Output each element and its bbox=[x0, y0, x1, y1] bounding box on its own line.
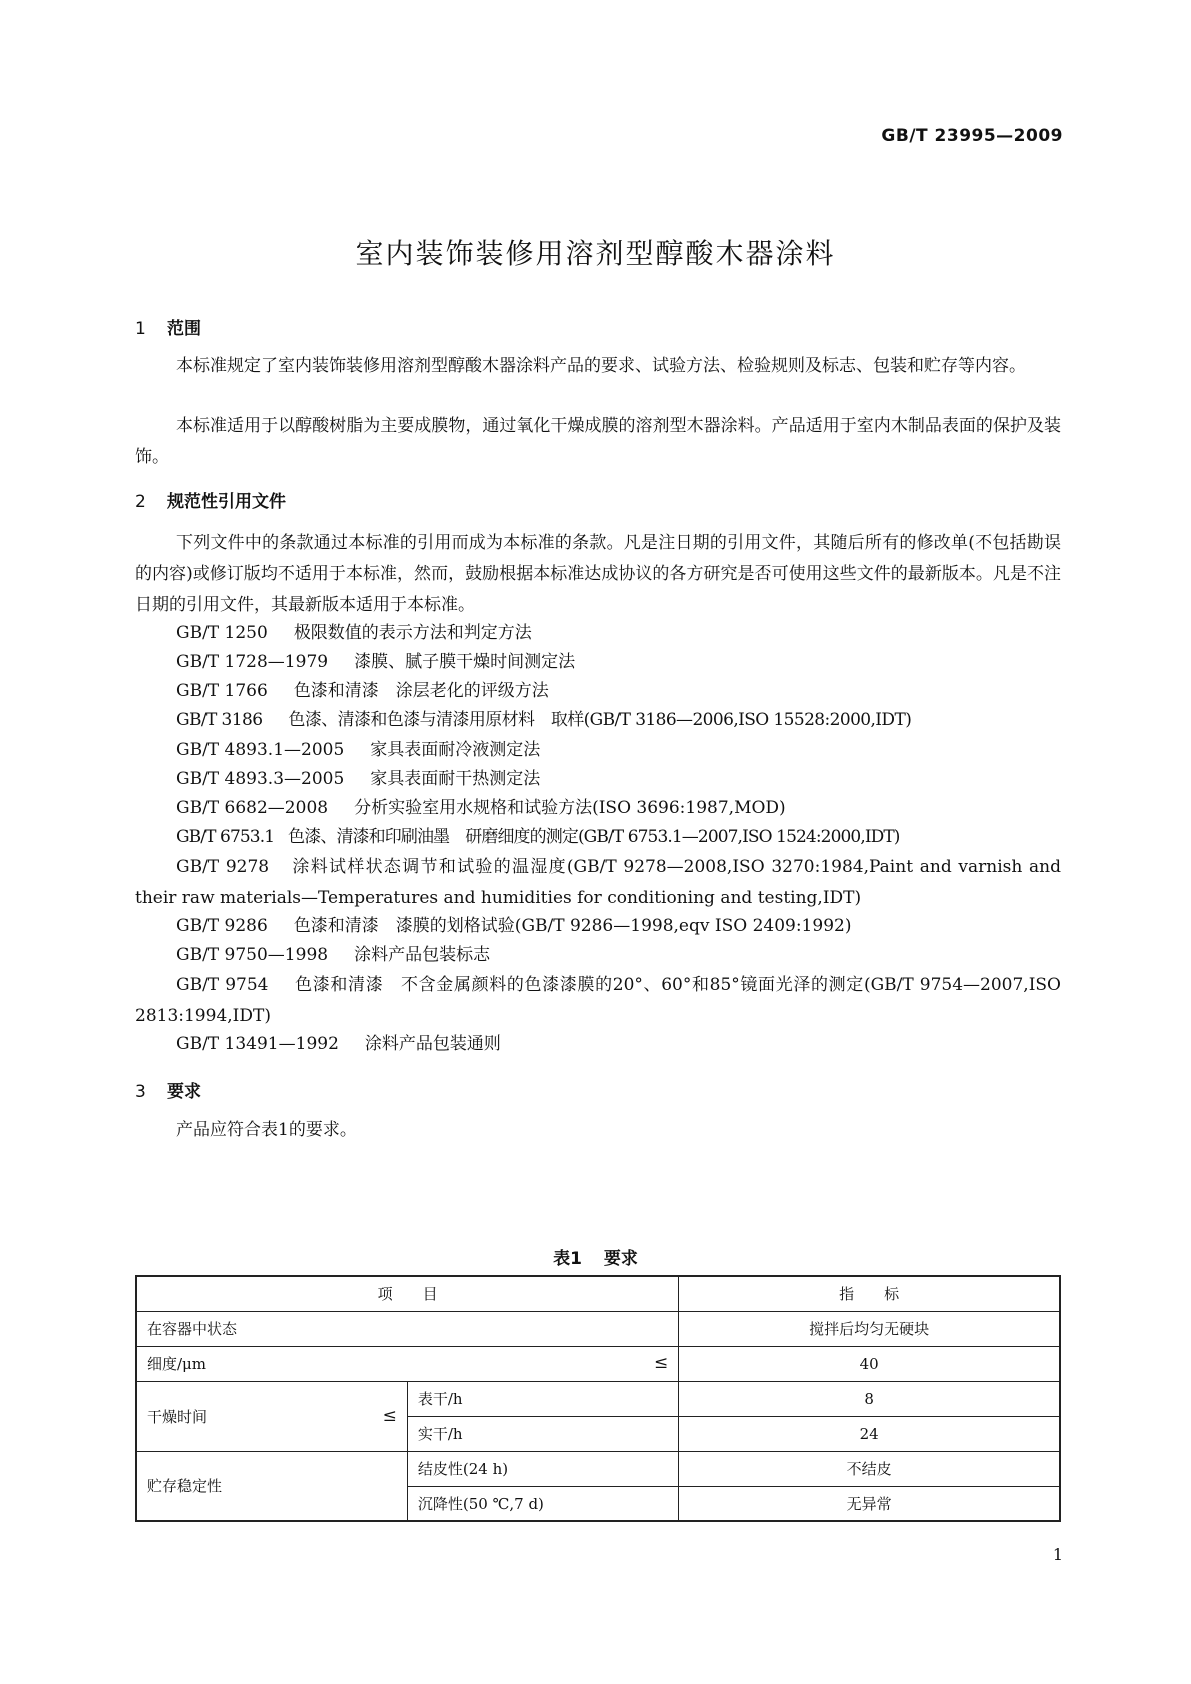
reference-item bbox=[176, 735, 540, 766]
reference-item bbox=[176, 647, 575, 678]
reference-item bbox=[176, 705, 911, 736]
paragraph: 产品应符合表1的要求。 bbox=[176, 1120, 357, 1140]
paragraph: 本标准适用于以醇酸树脂为主要成膜物，通过氧化干燥成膜的溶剂型木器涂料。产品适用于室内木制品表面的保护及装饰。 bbox=[135, 416, 1061, 467]
reference-title: 涂料试样状态调节和试验的温湿度(GB/T 9278—2008,ISO 3270:1984,Paint and varnish and their raw materials—Temperatures and humidities for conditioning and testing,IDT) bbox=[135, 857, 1061, 908]
requirements-table bbox=[135, 1275, 1061, 1522]
row-value: 40 bbox=[679, 1346, 1060, 1381]
row-value: 不结皮 bbox=[679, 1451, 1060, 1486]
reference-code: GB/T 9278 bbox=[176, 857, 270, 877]
reference-item bbox=[176, 822, 900, 853]
row-item: 贮存稳定性 bbox=[136, 1451, 407, 1521]
reference-code: GB/T 1766 bbox=[176, 681, 268, 701]
reference-item-wrapped bbox=[135, 970, 1061, 1032]
section-number: 3 bbox=[135, 1082, 146, 1102]
section-number: 2 bbox=[135, 492, 146, 512]
row-item-cell bbox=[136, 1346, 679, 1381]
section-title: 规范性引用文件 bbox=[167, 492, 286, 512]
row-value: 8 bbox=[679, 1381, 1060, 1416]
reference-code: GB/T 9286 bbox=[176, 916, 268, 936]
table-row bbox=[136, 1311, 1060, 1346]
reference-item-wrapped bbox=[135, 852, 1061, 914]
standard-code: GB/T 23995—2009 bbox=[881, 126, 1063, 146]
section-2-heading bbox=[135, 487, 286, 512]
reference-item bbox=[176, 940, 490, 971]
row-subitem: 结皮性(24 h) bbox=[407, 1451, 678, 1486]
reference-code: GB/T 9750—1998 bbox=[176, 945, 329, 965]
reference-code: GB/T 4893.3—2005 bbox=[176, 769, 345, 789]
reference-title: 色漆和清漆 漆膜的划格试验(GB/T 9286—1998,eqv ISO 2409:1992) bbox=[293, 916, 852, 936]
row-item: 干燥时间 bbox=[147, 1407, 208, 1426]
reference-code: GB/T 6682—2008 bbox=[176, 798, 329, 818]
row-item: 细度/μm bbox=[147, 1355, 207, 1373]
leq-symbol: ≤ bbox=[382, 1405, 397, 1426]
reference-code: GB/T 13491—1992 bbox=[176, 1034, 339, 1054]
reference-item bbox=[176, 911, 851, 942]
row-subitem: 表干/h bbox=[407, 1381, 678, 1416]
reference-title: 家具表面耐干热测定法 bbox=[370, 769, 541, 789]
reference-code: GB/T 1250 bbox=[176, 623, 268, 643]
reference-title: 色漆、清漆和印刷油墨 研磨细度的测定(GB/T 6753.1—2007,ISO 1524:2000,IDT) bbox=[288, 827, 900, 847]
row-value: 搅拌后均匀无硬块 bbox=[679, 1311, 1060, 1346]
reference-title: 色漆和清漆 涂层老化的评级方法 bbox=[293, 681, 549, 701]
row-value: 无异常 bbox=[679, 1486, 1060, 1521]
section-number: 1 bbox=[135, 319, 146, 339]
row-item-cell bbox=[136, 1381, 407, 1451]
reference-item bbox=[176, 793, 786, 824]
reference-title: 涂料产品包装通则 bbox=[364, 1034, 501, 1054]
paragraph: 下列文件中的条款通过本标准的引用而成为本标准的条款。凡是注日期的引用文件，其随后所有的修改单(不包括勘误的内容)或修订版均不适用于本标准，然而，鼓励根据本标准达成协议的各方研究是否可使用这些文件的最新版本。凡是不注日期的引用文件，其最新版本适用于本标准。 bbox=[135, 533, 1061, 615]
table-caption: 表1 要求 bbox=[553, 1249, 638, 1269]
reference-item bbox=[176, 1029, 501, 1060]
row-value: 24 bbox=[679, 1416, 1060, 1451]
row-subitem: 实干/h bbox=[407, 1416, 678, 1451]
reference-title: 极限数值的表示方法和判定方法 bbox=[293, 623, 532, 643]
header-item: 项 目 bbox=[136, 1276, 679, 1311]
reference-title: 色漆和清漆 不含金属颜料的色漆漆膜的20°、60°和85°镜面光泽的测定(GB/T 9754—2007,ISO 2813:1994,IDT) bbox=[135, 975, 1061, 1026]
row-item: 在容器中状态 bbox=[136, 1311, 679, 1346]
reference-title: 漆膜、腻子膜干燥时间测定法 bbox=[354, 652, 576, 672]
reference-item bbox=[176, 676, 549, 707]
header-index: 指 标 bbox=[679, 1276, 1060, 1311]
section-3-heading bbox=[135, 1077, 201, 1102]
leq-symbol: ≤ bbox=[654, 1353, 669, 1373]
reference-code: GB/T 6753.1 bbox=[176, 827, 275, 847]
reference-code: GB/T 1728—1979 bbox=[176, 652, 329, 672]
page-number: 1 bbox=[1052, 1545, 1063, 1564]
reference-code: GB/T 3186 bbox=[176, 710, 263, 730]
table-row bbox=[136, 1346, 1060, 1381]
reference-title: 色漆、清漆和色漆与清漆用原材料 取样(GB/T 3186—2006,ISO 15528:2000,IDT) bbox=[288, 710, 912, 730]
section-1-heading bbox=[135, 314, 201, 339]
reference-title: 分析实验室用水规格和试验方法(ISO 3696:1987,MOD) bbox=[354, 798, 786, 818]
reference-title: 涂料产品包装标志 bbox=[354, 945, 491, 965]
reference-item bbox=[176, 618, 532, 649]
row-subitem: 沉降性(50 ℃,7 d) bbox=[407, 1486, 678, 1521]
table-header-row bbox=[136, 1276, 1060, 1311]
reference-title: 家具表面耐冷液测定法 bbox=[370, 740, 541, 760]
reference-code: GB/T 9754 bbox=[176, 975, 269, 995]
paragraph: 本标准规定了室内装饰装修用溶剂型醇酸木器涂料产品的要求、试验方法、检验规则及标志、包装和贮存等内容。 bbox=[176, 356, 1026, 376]
table-row bbox=[136, 1381, 1060, 1416]
table-row bbox=[136, 1451, 1060, 1486]
reference-code: GB/T 4893.1—2005 bbox=[176, 740, 345, 760]
section-title: 范围 bbox=[167, 319, 201, 339]
section-title: 要求 bbox=[167, 1082, 201, 1102]
document-title: 室内装饰装修用溶剂型醇酸木器涂料 bbox=[355, 237, 836, 270]
reference-item bbox=[176, 764, 540, 795]
